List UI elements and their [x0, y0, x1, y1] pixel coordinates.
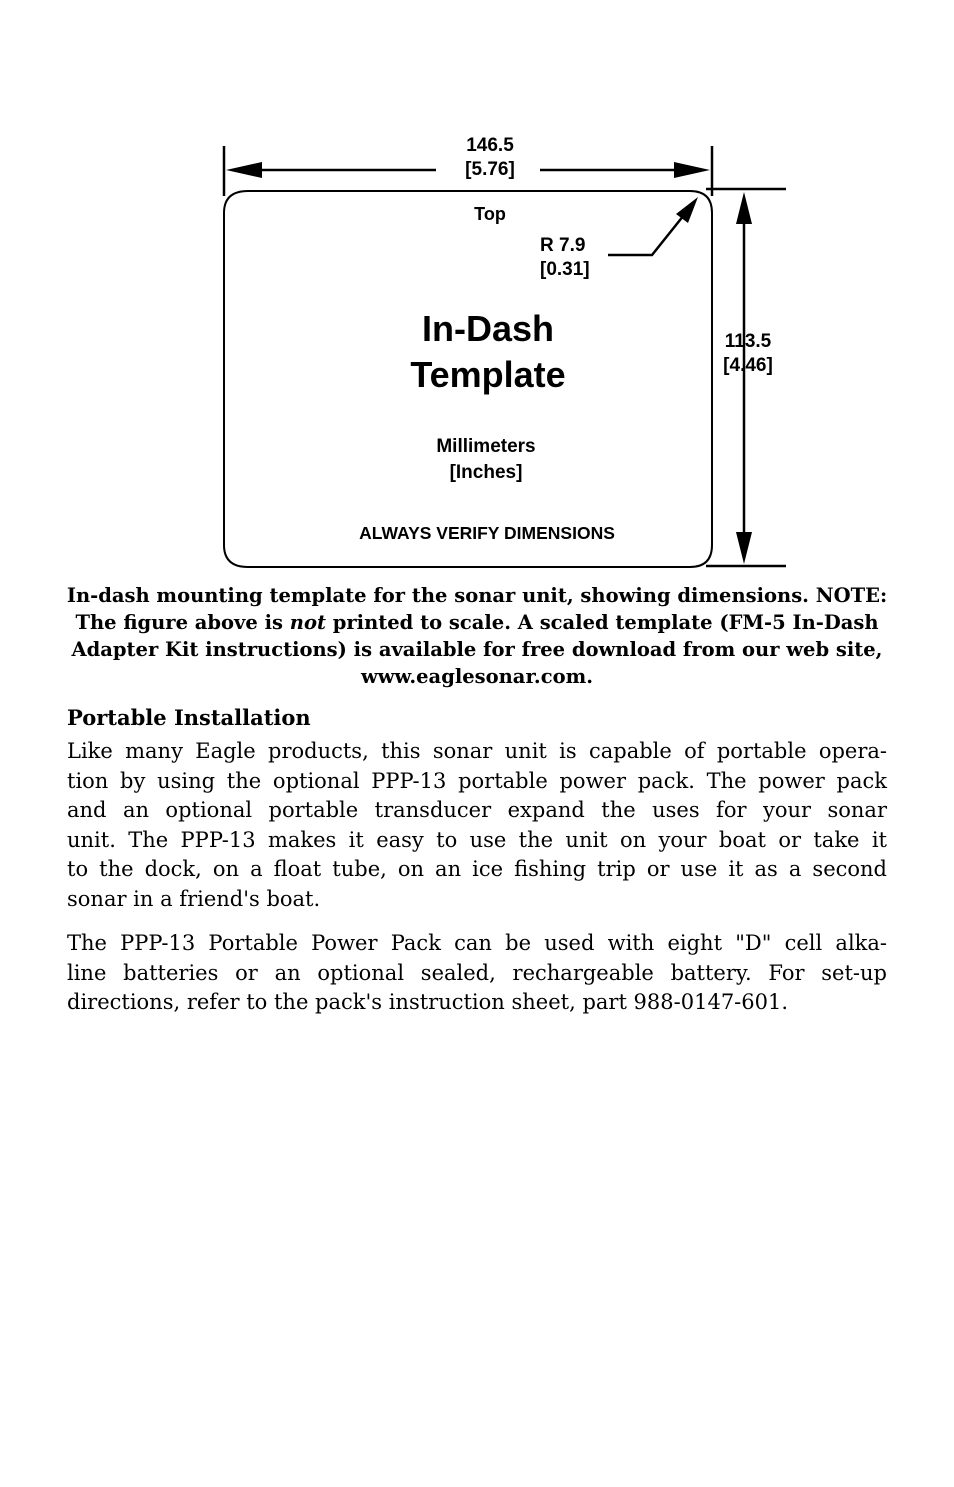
- width-arrow-left: [226, 162, 262, 178]
- paragraph-line: sonar in a friend's boat.: [67, 886, 321, 911]
- units-mm: Millimeters: [436, 436, 536, 457]
- height-in: [4.46]: [723, 354, 773, 376]
- radius-leader: [608, 210, 688, 255]
- paragraph-line: directions, refer to the pack's instruction sheet, part 988-0147-601.: [67, 990, 789, 1015]
- paragraph-line: Like many Eagle products, this sonar unit is capable of portable opera-: [67, 739, 887, 763]
- units-in: [Inches]: [449, 462, 523, 483]
- paragraph-line: and an optional portable transducer expand the uses for your sonar: [67, 798, 887, 823]
- template-drawing: [0, 0, 954, 590]
- radius-mm: R 7.9: [540, 235, 586, 256]
- paragraph-line: line batteries or an optional sealed, rechargeable battery. For set-up: [67, 960, 887, 985]
- caption-text-2: printed to scale. A scaled template (FM-5 In-Dash Adapter Kit instructions) is available for free download from our web site, www.eaglesonar.com.: [71, 611, 883, 688]
- height-dimension-label: [712, 330, 784, 378]
- in-dash-template-diagram: [0, 0, 954, 590]
- verify-dimensions-label: ALWAYS VERIFY DIMENSIONS: [359, 523, 615, 543]
- width-in: [5.76]: [465, 158, 515, 180]
- paragraph-portable-operation: [67, 737, 887, 915]
- caption-text-1: In-dash mounting template for the sonar unit, showing dimensions. NOTE: The figure above is: [66, 584, 888, 634]
- paragraph-line: unit. The PPP-13 makes it easy to use the unit on your boat or take it: [67, 827, 887, 852]
- top-label: Top: [474, 204, 506, 224]
- height-arrow-top: [736, 192, 752, 224]
- template-title-line1: In-Dash: [421, 308, 554, 349]
- height-arrow-bottom: [736, 532, 752, 564]
- width-dimension-label: [430, 134, 550, 182]
- paragraph-line: The PPP-13 Portable Power Pack can be used with eight "D" cell alka-: [67, 931, 887, 955]
- width-arrow-right: [674, 162, 710, 178]
- radius-dimension-label: [540, 234, 614, 282]
- caption-emphasis: not: [289, 611, 326, 634]
- template-title-line2: Template: [410, 354, 566, 395]
- paragraph-line: tion by using the optional PPP-13 portable power pack. The power pack: [67, 768, 887, 793]
- units-label: [386, 434, 586, 486]
- paragraph-line: to the dock, on a float tube, on an ice fishing trip or use it as a second: [67, 857, 887, 882]
- radius-in: [0.31]: [540, 258, 590, 280]
- template-title: [360, 306, 616, 398]
- paragraph-power-pack: [67, 929, 887, 1018]
- height-mm: 113.5: [724, 331, 772, 352]
- width-mm: 146.5: [466, 135, 514, 156]
- figure-caption: [66, 582, 888, 690]
- section-heading: Portable Installation: [67, 705, 311, 730]
